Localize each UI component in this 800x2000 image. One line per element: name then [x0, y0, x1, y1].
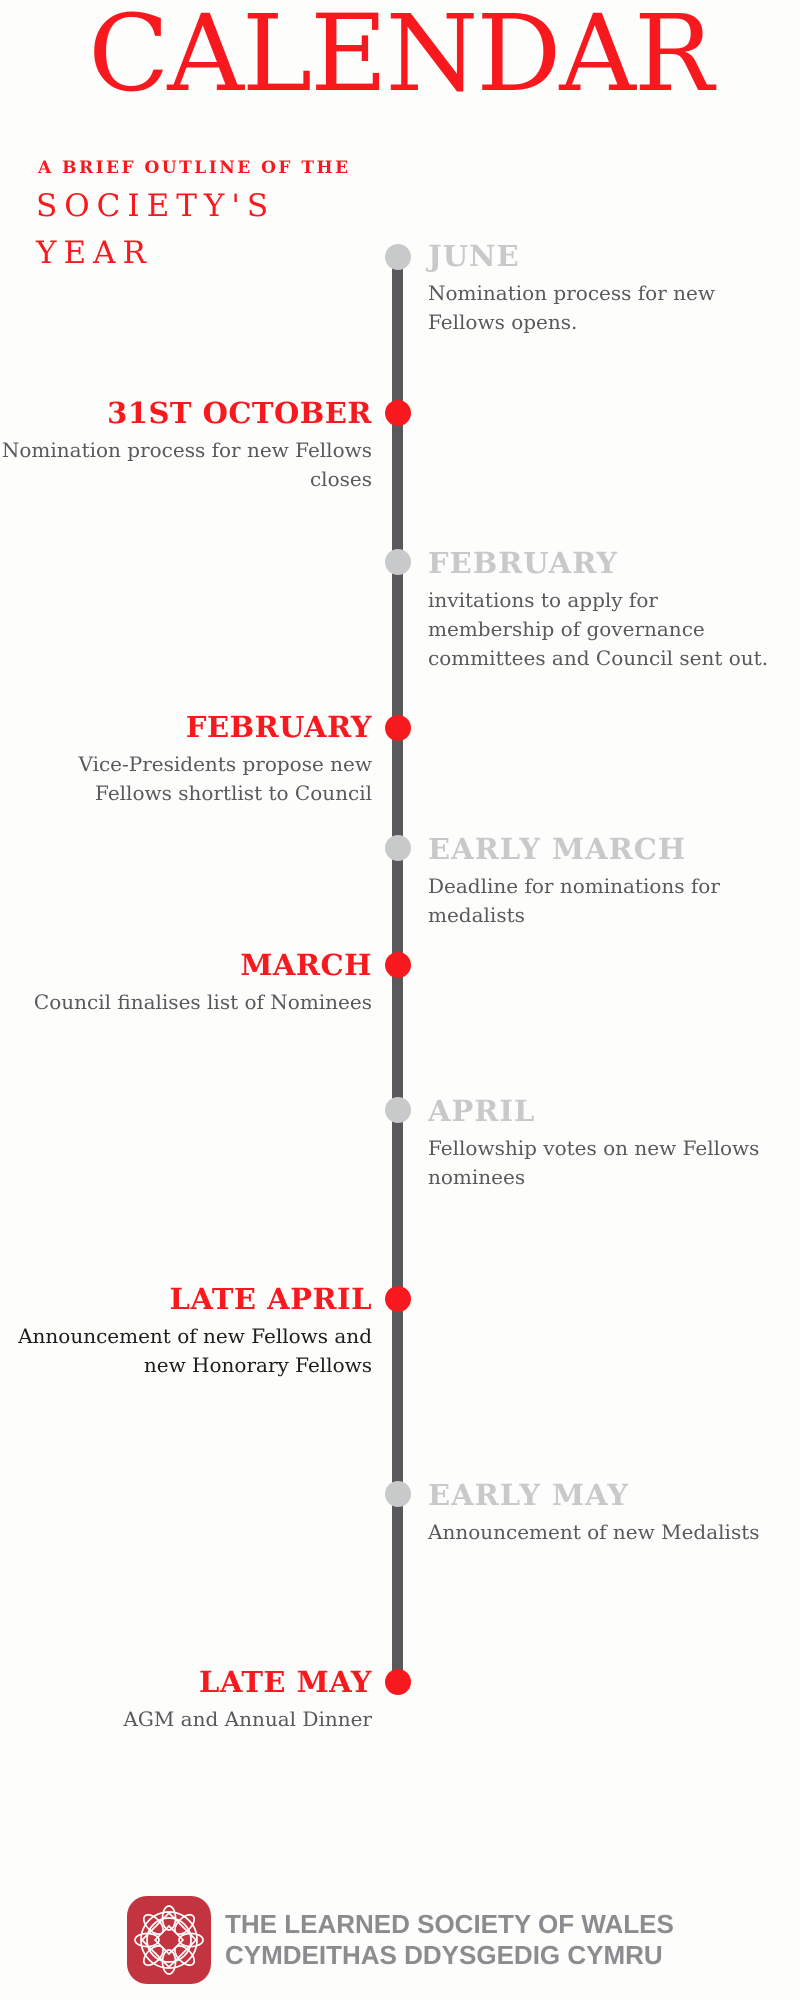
subtitle [36, 183, 275, 277]
timeline-entry-early-may [428, 1477, 773, 1547]
entry-description: invitations to apply for membership of governance committees and Council sent out. [428, 588, 769, 670]
timeline-entry-february-red [0, 709, 372, 808]
subtitle-line-2: YEAR [36, 235, 153, 271]
timeline-dot-early-march [385, 835, 411, 861]
org-name [225, 1909, 674, 1971]
timeline-entry-late-may [0, 1664, 372, 1734]
timeline-dot-february-gray [385, 549, 411, 575]
timeline-entry-april [428, 1093, 773, 1192]
timeline-dot-march [385, 952, 411, 978]
page-title: CALENDAR [88, 0, 712, 115]
subtitle-line-1: SOCIETY'S [36, 188, 276, 224]
entry-title: FEBRUARY [428, 546, 619, 580]
timeline-dot-june [385, 244, 411, 270]
timeline-dot-early-may [385, 1481, 411, 1507]
entry-description: AGM and Annual Dinner [123, 1707, 372, 1731]
timeline-dot-april [385, 1097, 411, 1123]
entry-title: LATE APRIL [169, 1282, 372, 1316]
entry-title: FEBRUARY [185, 710, 372, 744]
entry-title: EARLY MAY [428, 1478, 629, 1512]
entry-description: Announcement of new Medalists [428, 1520, 760, 1544]
eyebrow-text: A BRIEF OUTLINE OF THE [38, 158, 351, 178]
timeline-entry-february-gray [428, 545, 773, 673]
entry-title: JUNE [428, 239, 520, 273]
timeline-dot-february-red [385, 715, 411, 741]
timeline-entry-early-march [428, 831, 773, 930]
entry-description: Council finalises list of Nominees [33, 990, 372, 1014]
entry-title: 31ST OCTOBER [107, 396, 372, 430]
entry-description: Nomination process for new Fellows closes [1, 438, 372, 491]
entry-title: APRIL [428, 1094, 536, 1128]
entry-description: Nomination process for new Fellows opens. [428, 281, 715, 334]
entry-title: MARCH [240, 948, 372, 982]
timeline-entry-june [428, 238, 773, 337]
entry-title: EARLY MARCH [428, 832, 687, 866]
timeline-entry-31st-october [0, 395, 372, 494]
entry-description: Vice-Presidents propose new Fellows shortlist to Council [78, 752, 372, 805]
celtic-knot-logo-icon [127, 1896, 211, 1984]
entry-title: LATE MAY [199, 1665, 372, 1699]
org-name-english: THE LEARNED SOCIETY OF WALES [225, 1909, 674, 1939]
timeline-dot-31st-october [385, 400, 411, 426]
entry-description: Fellowship votes on new Fellows nominees [428, 1136, 760, 1189]
timeline-dot-late-april [385, 1286, 411, 1312]
footer [127, 1896, 674, 1984]
timeline-dot-late-may [385, 1669, 411, 1695]
timeline-entry-late-april [0, 1281, 372, 1380]
entry-description: Deadline for nominations for medalists [428, 874, 720, 927]
entry-description: Announcement of new Fellows and new Honorary Fellows [18, 1324, 372, 1377]
timeline-entry-march [0, 947, 372, 1017]
org-name-welsh: CYMDEITHAS DDYSGEDIG CYMRU [225, 1940, 663, 1970]
